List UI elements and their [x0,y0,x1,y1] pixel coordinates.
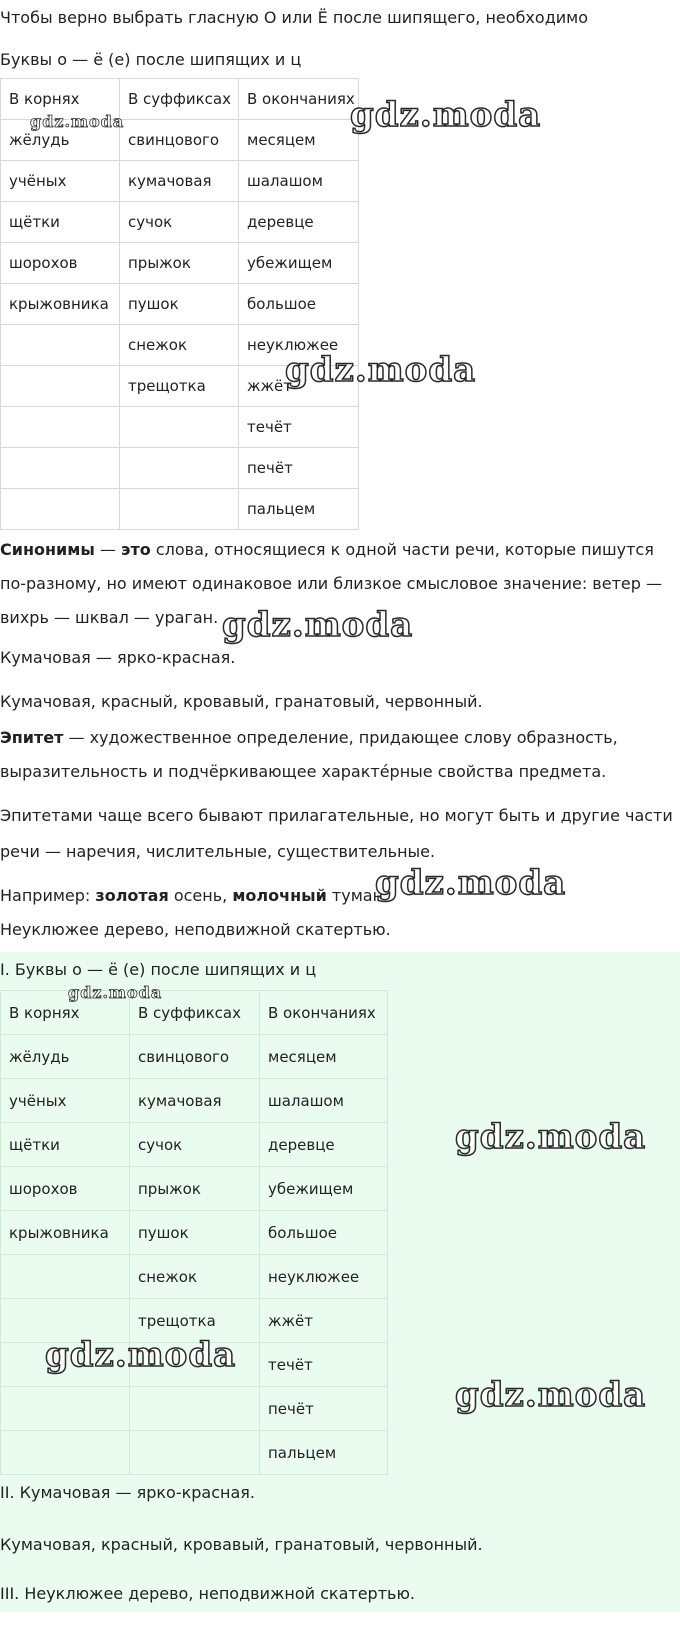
epithet-line-2: выразительность и подчёркивающее характéрные свойства предмета. [0,762,607,781]
table-cell: пальцем [260,1431,388,1475]
table-cell: большое [260,1211,388,1255]
answer-vowel-table [0,990,388,1475]
table-cell: убежищем [239,243,359,284]
table-cell [120,407,239,448]
example-2: Неуклюжее дерево, неподвижной скатертью. [0,920,391,939]
epithet-line-1 [0,728,618,748]
epithet-term: Эпитет [0,728,64,747]
example-suffix: туман. [326,886,389,905]
table-cell [120,489,239,530]
table-cell [1,1255,130,1299]
table-row [1,1035,388,1079]
table-cell: крыжовника [1,1211,130,1255]
vowel-table [0,78,359,530]
column-header: В окончаниях [260,991,388,1035]
table-row [1,202,359,243]
watermark: gdz.moda [455,1117,647,1157]
synonyms-bold-word: это [120,540,151,559]
answer-part-2-list: Кумачовая, красный, кровавый, гранатовый, червонный. [0,1535,483,1554]
epithet-text: — художественное определение, придающее слову образность, [63,728,618,747]
synonyms-paragraph-line-3: вихрь — шквал — ураган. [0,608,219,627]
table-cell [1,325,120,366]
example-bold-1: золотая [95,886,169,905]
synonyms-paragraph-line-2: по-разному, но имеют одинаковое или близкое смысловое значение: ветер — [0,574,662,593]
synonyms-text: слова, относящиеся к одной части речи, которые пишутся [150,540,654,559]
table-cell: жжёт [239,366,359,407]
table-row [1,448,359,489]
column-header: В окончаниях [239,79,359,120]
watermark: gdz.moda [45,1335,237,1375]
watermark: gdz.moda [285,350,477,390]
watermark: gdz.moda [350,95,542,135]
table-cell: пушок [120,284,239,325]
example-prefix: Например: [0,886,96,905]
watermark-small: gdz.moda [30,112,125,131]
watermark: gdz.moda [375,863,567,903]
table-row [1,407,359,448]
watermark: gdz.moda [222,605,414,645]
column-header: В суффиксах [130,991,260,1035]
table-cell: снежок [120,325,239,366]
table-cell: убежищем [260,1167,388,1211]
table-cell: снежок [130,1255,260,1299]
table-cell: жжёт [260,1299,388,1343]
table-cell: щётки [1,1123,130,1167]
table-cell: шалашом [260,1079,388,1123]
table-cell: щётки [1,202,120,243]
intro-text: Чтобы верно выбрать гласную О или Ё после шипящего, необходимо [0,8,589,27]
example-mid: осень, [168,886,233,905]
table-cell: учёных [1,1079,130,1123]
table-cell: сучок [130,1123,260,1167]
table-cell: шалашом [239,161,359,202]
table-cell: свинцового [130,1035,260,1079]
table-header-row [1,991,388,1035]
table-cell: пушок [130,1211,260,1255]
table-row [1,489,359,530]
table-cell: течёт [260,1343,388,1387]
table-cell: неуклюжее [239,325,359,366]
table-cell [1,1431,130,1475]
watermark-small: gdz.moda [68,983,163,1002]
table-row [1,1387,388,1431]
table-cell: большое [239,284,359,325]
table-cell: месяцем [239,120,359,161]
answer-heading: I. Буквы о — ё (е) после шипящих и ц [0,960,317,979]
table-cell: кумачовая [130,1079,260,1123]
table-row [1,1123,388,1167]
table-cell: прыжок [130,1167,260,1211]
table-cell: неуклюжее [260,1255,388,1299]
answer-part-3: III. Неуклюжее дерево, неподвижной скатертью. [0,1584,415,1603]
table-row [1,1167,388,1211]
table-cell: деревце [260,1123,388,1167]
table-cell: свинцового [120,120,239,161]
table-row [1,243,359,284]
table-row [1,284,359,325]
table-cell [130,1431,260,1475]
table-row [1,161,359,202]
synonyms-term: Синонимы [0,540,95,559]
table-row [1,1255,388,1299]
table-cell: течёт [239,407,359,448]
table-row [1,1431,388,1475]
watermark: gdz.moda [455,1375,647,1415]
example-line [0,886,388,906]
table-cell: учёных [1,161,120,202]
table-cell: крыжовника [1,284,120,325]
table-cell [1,407,120,448]
column-header: В корнях [1,991,130,1035]
column-header: В суффиксах [120,79,239,120]
table-cell: жёлудь [1,120,120,161]
table-cell: сучок [120,202,239,243]
table-cell: жёлудь [1,1035,130,1079]
table-cell: месяцем [260,1035,388,1079]
example-bold-2: молочный [232,886,327,905]
table-cell: печёт [239,448,359,489]
table-cell: шорохов [1,1167,130,1211]
column-header: В корнях [1,79,120,120]
epithet-note-line-2: речи — наречия, числительные, существительные. [0,842,436,861]
epithet-note-line-1: Эпитетами чаще всего бывают прилагательные, но могут быть и другие части [0,806,673,825]
table-cell: деревце [239,202,359,243]
table-cell [1,366,120,407]
table-cell [1,489,120,530]
table-row [1,1211,388,1255]
table-cell: трещотка [120,366,239,407]
table-cell: прыжок [120,243,239,284]
table-cell: трещотка [130,1299,260,1343]
kumach-list: Кумачовая, красный, кровавый, гранатовый, червонный. [0,692,483,711]
table-cell [1,1387,130,1431]
table-cell: печёт [260,1387,388,1431]
table-cell [120,448,239,489]
table-cell [1,448,120,489]
table-cell: шорохов [1,243,120,284]
table-cell [130,1387,260,1431]
table-row [1,1079,388,1123]
table-cell: пальцем [239,489,359,530]
kumach-definition: Кумачовая — ярко-красная. [0,648,236,667]
table-cell: кумачовая [120,161,239,202]
answer-part-2: II. Кумачовая — ярко-красная. [0,1483,255,1502]
dash: — [94,540,121,559]
synonyms-paragraph-line-1 [0,540,654,560]
section-heading: Буквы о — ё (е) после шипящих и ц [0,50,302,69]
